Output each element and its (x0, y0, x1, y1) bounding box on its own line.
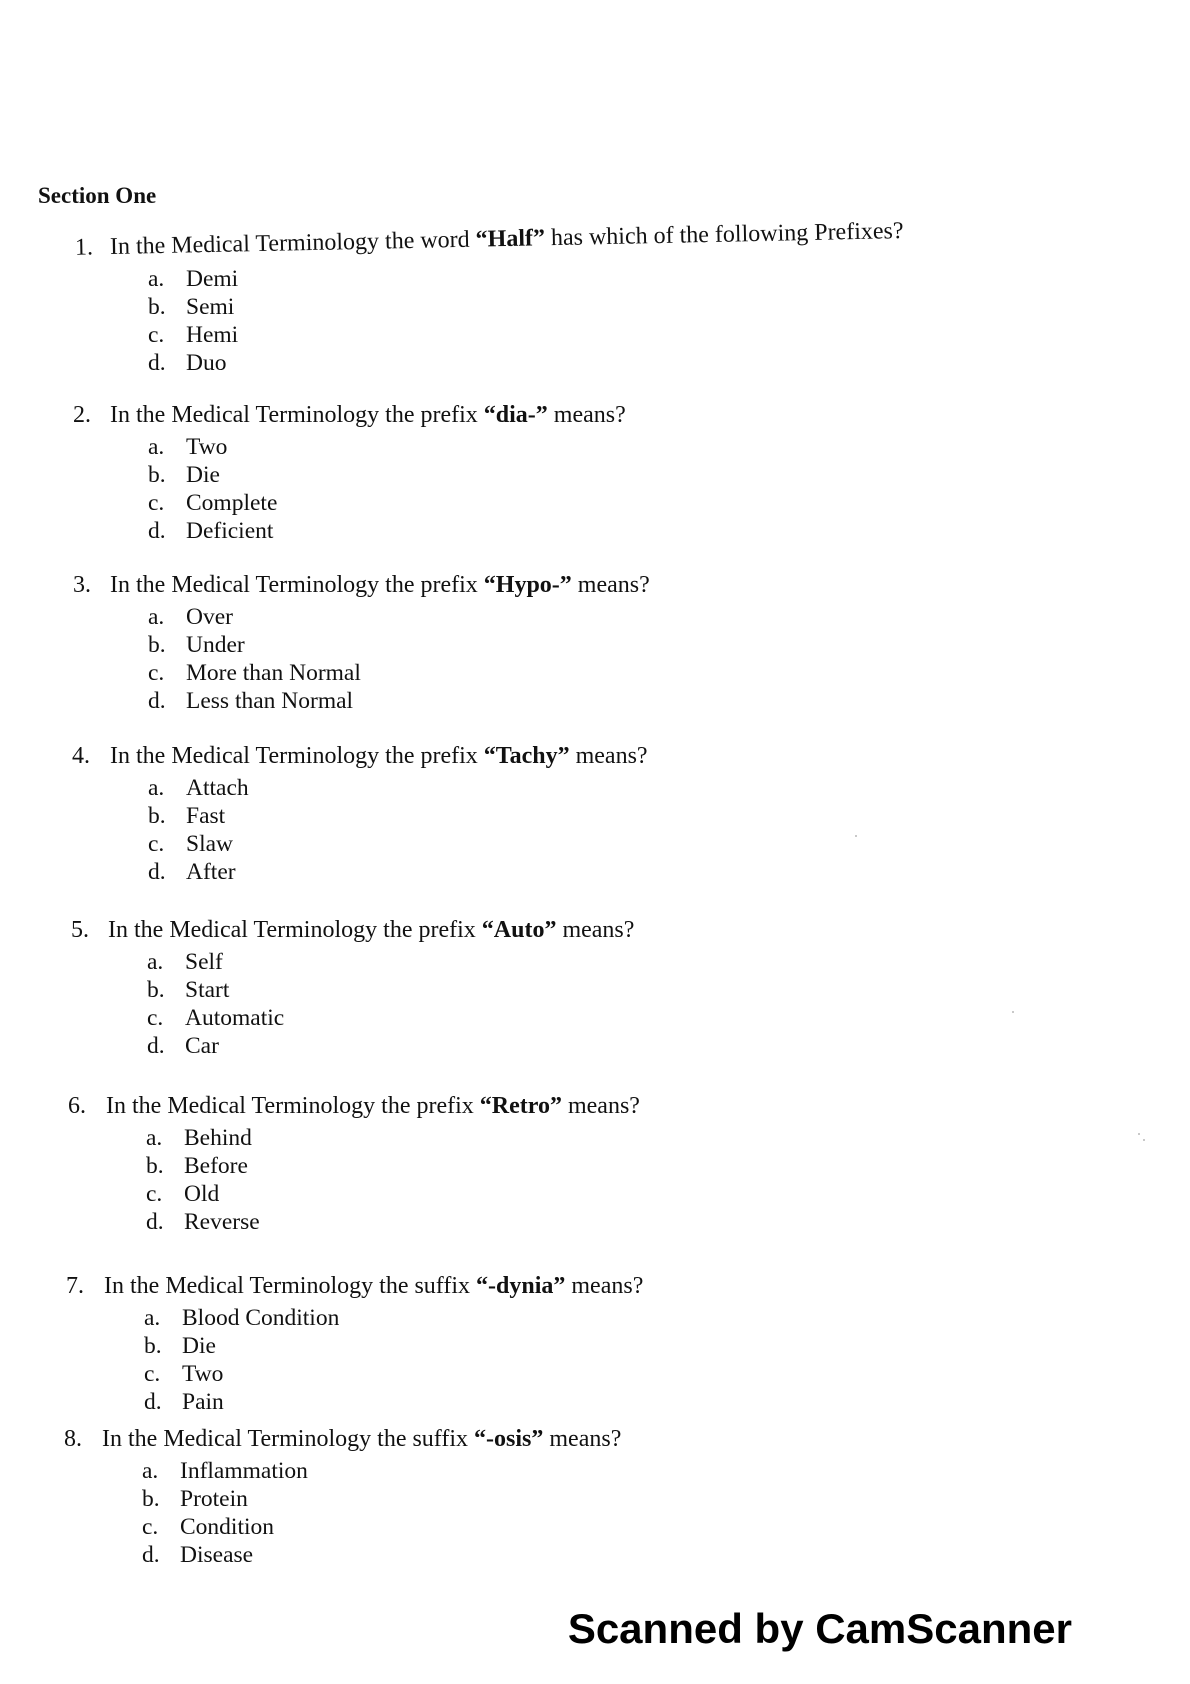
section-title: Section One (38, 183, 157, 208)
option-text: Fast (186, 803, 226, 829)
answer-option (0, 859, 1000, 887)
scan-speck (855, 835, 857, 837)
question-number: 8. (64, 1426, 82, 1452)
question-text: In the Medical Terminology the prefix “Tachy” means? (110, 743, 648, 769)
answer-option (0, 294, 1000, 322)
option-letter: c. (148, 831, 165, 857)
option-text: Inflammation (180, 1458, 308, 1484)
option-text: Two (186, 434, 228, 460)
answer-option (0, 1153, 1000, 1181)
option-text: Behind (184, 1125, 252, 1151)
option-letter: c. (148, 322, 165, 348)
scan-speck (1012, 1011, 1014, 1013)
question-text: In the Medical Terminology the word “Half” has which of the following Prefixes? (109, 218, 904, 260)
option-letter: c. (146, 1181, 163, 1207)
option-letter: b. (147, 977, 165, 1003)
question-7 (0, 1273, 1000, 1417)
option-letter: c. (142, 1514, 159, 1540)
option-letter: c. (148, 490, 165, 516)
answer-option (0, 1389, 1000, 1417)
question-1 (0, 218, 1000, 378)
question-6 (0, 1093, 1000, 1237)
question-text: In the Medical Terminology the suffix “-osis” means? (102, 1426, 622, 1452)
camscanner-watermark: Scanned by CamScanner (567, 1605, 1072, 1652)
answer-option (0, 1361, 1000, 1389)
option-text: Before (184, 1153, 248, 1179)
option-text: Slaw (186, 831, 233, 857)
answer-option (0, 434, 1000, 462)
answer-option (0, 803, 1000, 831)
option-letter: a. (142, 1458, 159, 1484)
option-text: Start (185, 977, 230, 1003)
answer-option (0, 632, 1000, 660)
option-letter: b. (148, 632, 166, 658)
option-text: Automatic (185, 1005, 285, 1031)
question-stem (0, 917, 1000, 949)
question-number: 2. (73, 402, 91, 428)
answer-option (0, 490, 1000, 518)
scan-speck (1138, 1133, 1140, 1135)
option-text: Protein (180, 1486, 248, 1512)
question-stem (0, 1273, 1000, 1305)
question-term: “Half” (475, 225, 546, 253)
question-term: “Auto” (481, 917, 557, 943)
answer-option (0, 977, 1000, 1005)
question-text: In the Medical Terminology the prefix “Retro” means? (106, 1093, 640, 1119)
answer-option (0, 949, 1000, 977)
answer-option (0, 1333, 1000, 1361)
question-number: 1. (74, 234, 94, 261)
answer-option (0, 350, 1000, 378)
answer-option (0, 322, 1000, 350)
option-text: Complete (186, 490, 278, 516)
option-letter: d. (148, 518, 166, 544)
question-4 (0, 743, 1000, 887)
question-term: “Retro” (479, 1093, 562, 1119)
answer-option (0, 1542, 1000, 1570)
option-letter: a. (148, 604, 165, 630)
option-text: Under (186, 632, 245, 658)
question-term: “Tachy” (483, 743, 570, 769)
option-text: Semi (186, 294, 235, 320)
option-text: Blood Condition (182, 1305, 340, 1331)
option-text: Over (186, 604, 233, 630)
option-text: Die (186, 462, 220, 488)
option-letter: b. (148, 294, 166, 320)
option-letter: a. (146, 1125, 163, 1151)
option-letter: b. (148, 803, 166, 829)
option-letter: b. (146, 1153, 164, 1179)
option-text: Attach (186, 775, 249, 801)
option-letter: d. (142, 1542, 160, 1568)
question-number: 7. (66, 1273, 84, 1299)
option-text: Die (182, 1333, 216, 1359)
question-number: 6. (68, 1093, 86, 1119)
option-letter: d. (148, 859, 166, 885)
question-number: 3. (73, 572, 91, 598)
option-text: Self (185, 949, 223, 975)
answer-option (0, 1005, 1000, 1033)
option-letter: a. (148, 434, 165, 460)
answer-option (0, 1181, 1000, 1209)
answer-option (0, 1305, 1000, 1333)
question-stem (0, 572, 1000, 604)
option-text: Duo (186, 350, 227, 376)
option-text: Disease (180, 1542, 254, 1568)
option-letter: d. (146, 1209, 164, 1235)
option-text: Less than Normal (186, 688, 354, 714)
question-stem (0, 743, 1000, 775)
question-number: 5. (71, 917, 89, 943)
option-letter: c. (144, 1361, 161, 1387)
answer-option (0, 1209, 1000, 1237)
option-text: Pain (182, 1389, 224, 1415)
option-letter: b. (142, 1486, 160, 1512)
option-text: Condition (180, 1514, 275, 1540)
question-term: “Hypo-” (483, 572, 572, 598)
option-letter: c. (148, 660, 165, 686)
question-8 (0, 1426, 1000, 1570)
answer-option (0, 1486, 1000, 1514)
question-stem (0, 1093, 1000, 1125)
option-text: Deficient (186, 518, 274, 544)
question-number: 4. (72, 743, 90, 769)
option-text: Hemi (186, 322, 239, 348)
option-letter: c. (147, 1005, 164, 1031)
answer-option (0, 831, 1000, 859)
answer-option (0, 660, 1000, 688)
option-letter: a. (148, 775, 165, 801)
answer-option (0, 1125, 1000, 1153)
question-term: “dia-” (483, 402, 548, 428)
answer-option (0, 462, 1000, 490)
answer-option (0, 1458, 1000, 1486)
option-letter: d. (144, 1389, 162, 1415)
option-letter: b. (144, 1333, 162, 1359)
question-text: In the Medical Terminology the prefix “Auto” means? (108, 917, 635, 943)
scan-speck (1143, 1139, 1145, 1141)
option-letter: a. (148, 266, 165, 292)
question-3 (0, 572, 1000, 716)
answer-option (0, 1514, 1000, 1542)
question-text: In the Medical Terminology the suffix “-dynia” means? (104, 1273, 644, 1299)
question-text: In the Medical Terminology the prefix “Hypo-” means? (110, 572, 650, 598)
answer-option (0, 688, 1000, 716)
question-5 (0, 917, 1000, 1061)
option-text: After (186, 859, 236, 885)
answer-option (0, 518, 1000, 546)
option-text: Demi (186, 266, 239, 292)
answer-option (0, 604, 1000, 632)
question-2 (0, 402, 1000, 546)
option-text: More than Normal (186, 660, 361, 686)
option-letter: a. (144, 1305, 161, 1331)
option-text: Reverse (184, 1209, 260, 1235)
option-letter: d. (147, 1033, 165, 1059)
answer-option (0, 1033, 1000, 1061)
option-letter: d. (148, 350, 166, 376)
option-letter: d. (148, 688, 166, 714)
option-text: Car (185, 1033, 219, 1059)
question-term: “-dynia” (476, 1273, 566, 1299)
question-stem (0, 402, 1000, 434)
answer-option (0, 266, 1000, 294)
question-stem (0, 1426, 1000, 1458)
question-stem (0, 216, 1000, 268)
option-text: Two (182, 1361, 224, 1387)
option-text: Old (184, 1181, 220, 1207)
answer-option (0, 775, 1000, 803)
question-term: “-osis” (474, 1426, 544, 1452)
option-letter: b. (148, 462, 166, 488)
option-letter: a. (147, 949, 164, 975)
question-text: In the Medical Terminology the prefix “dia-” means? (110, 402, 626, 428)
